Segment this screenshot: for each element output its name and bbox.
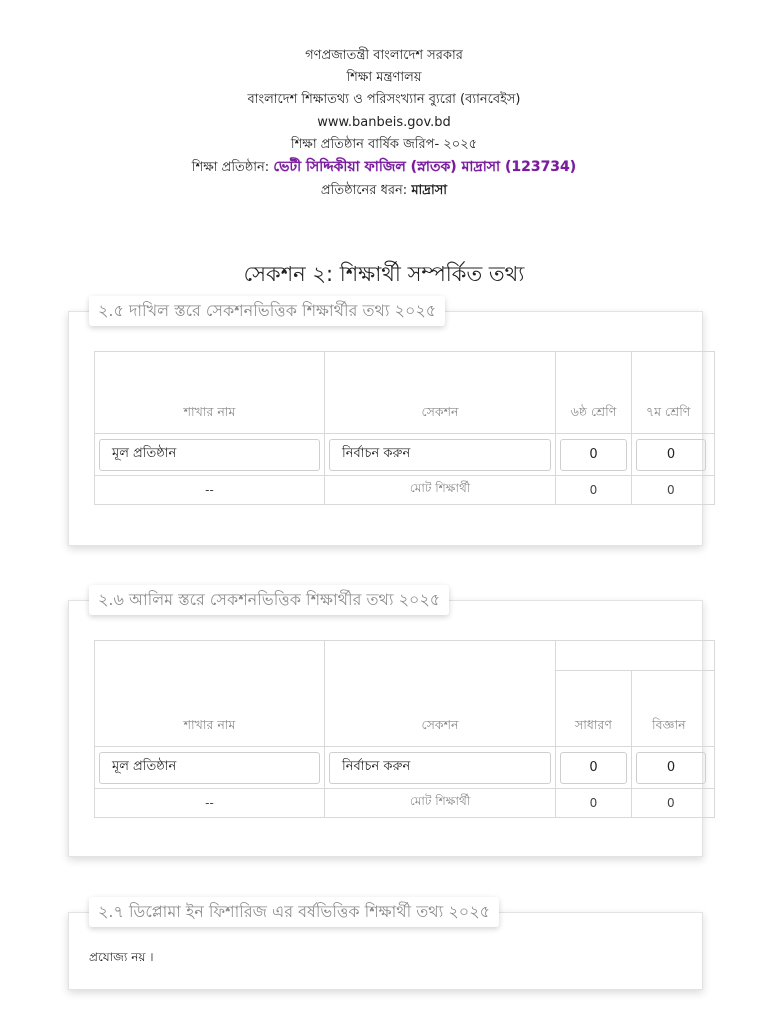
col-header-group	[556, 641, 715, 671]
col-header-grade7: ৭ম শ্রেণি	[632, 352, 715, 434]
gov-name: গণপ্রজাতন্ত্রী বাংলাদেশ সরকার	[305, 48, 463, 63]
total-grade7: 0	[632, 476, 715, 505]
col-header-section: সেকশন	[325, 352, 556, 434]
ministry-name: শিক্ষা মন্ত্রণালয়	[346, 70, 422, 85]
card-alim-section-students	[68, 590, 703, 857]
total-science: 0	[632, 789, 715, 818]
legend-2-5: ২.৫ দাখিল স্তরে সেকশনভিত্তিক শিক্ষার্থীর তথ্য ২০২৫	[89, 296, 445, 326]
table-row	[95, 747, 715, 789]
science-input[interactable]: 0	[636, 752, 706, 784]
not-applicable-text: প্রযোজ্য নয় ।	[89, 950, 154, 964]
total-dash: --	[95, 476, 325, 505]
card-dakhil-section-students	[68, 301, 703, 546]
general-input[interactable]: 0	[560, 752, 627, 784]
table-scroll-2-5[interactable]	[94, 351, 691, 511]
institution-line	[0, 158, 768, 177]
section-select[interactable]: নির্বাচন করুন	[329, 752, 551, 784]
total-row	[95, 476, 715, 505]
legend-2-6: ২.৬ আলিম স্তরে সেকশনভিত্তিক শিক্ষার্থীর তথ্য ২০২৫	[89, 585, 449, 615]
branch-name-field[interactable]: মূল প্রতিষ্ঠান	[99, 752, 320, 784]
table-scroll-2-6[interactable]	[94, 640, 686, 820]
section-title: সেকশন ২: শিক্ষার্থী সম্পর্কিত তথ্য	[243, 262, 525, 286]
col-header-section: সেকশন	[325, 641, 556, 747]
total-dash: --	[95, 789, 325, 818]
col-header-branch: শাখার নাম	[95, 352, 325, 434]
table-2-6	[94, 640, 715, 818]
branch-name-field[interactable]: মূল প্রতিষ্ঠান	[99, 439, 320, 471]
institution-type-label: প্রতিষ্ঠানের ধরন:	[320, 183, 408, 198]
institution-type-line	[0, 182, 768, 200]
table-row	[95, 434, 715, 476]
col-header-grade6: ৬ষ্ঠ শ্রেণি	[556, 352, 632, 434]
card-diploma-fisheries-students	[68, 902, 703, 990]
total-general: 0	[556, 789, 632, 818]
legend-2-7: ২.৭ ডিপ্লোমা ইন ফিশারিজ এর বর্ষভিত্তিক শিক্ষার্থী তথ্য ২০২৫	[89, 897, 499, 927]
survey-title: শিক্ষা প্রতিষ্ঠান বার্ষিক জরিপ- ২০২৫	[290, 137, 478, 152]
institution-type-value: মাদ্রাসা	[411, 183, 448, 198]
section-select[interactable]: নির্বাচন করুন	[329, 439, 551, 471]
institution-label: শিক্ষা প্রতিষ্ঠান:	[191, 160, 270, 175]
institution-name: ভেটী সিদ্দিকীয়া ফাজিল (স্নাতক) মাদ্রাসা (123734)	[273, 159, 577, 175]
total-label: মোট শিক্ষার্থী	[325, 789, 556, 818]
col-header-general: সাধারণ	[556, 671, 632, 747]
col-header-science: বিজ্ঞান	[632, 671, 715, 747]
grade7-input[interactable]: 0	[636, 439, 706, 471]
total-label: মোট শিক্ষার্থী	[325, 476, 556, 505]
col-header-branch: শাখার নাম	[95, 641, 325, 747]
bureau-name: বাংলাদেশ শিক্ষাতথ্য ও পরিসংখ্যান ব্যুরো (ব্যানবেইস)	[247, 92, 521, 107]
table-2-5	[94, 351, 715, 505]
grade6-input[interactable]: 0	[560, 439, 627, 471]
total-grade6: 0	[556, 476, 632, 505]
total-row	[95, 789, 715, 818]
website-url: www.banbeis.gov.bd	[317, 115, 451, 130]
